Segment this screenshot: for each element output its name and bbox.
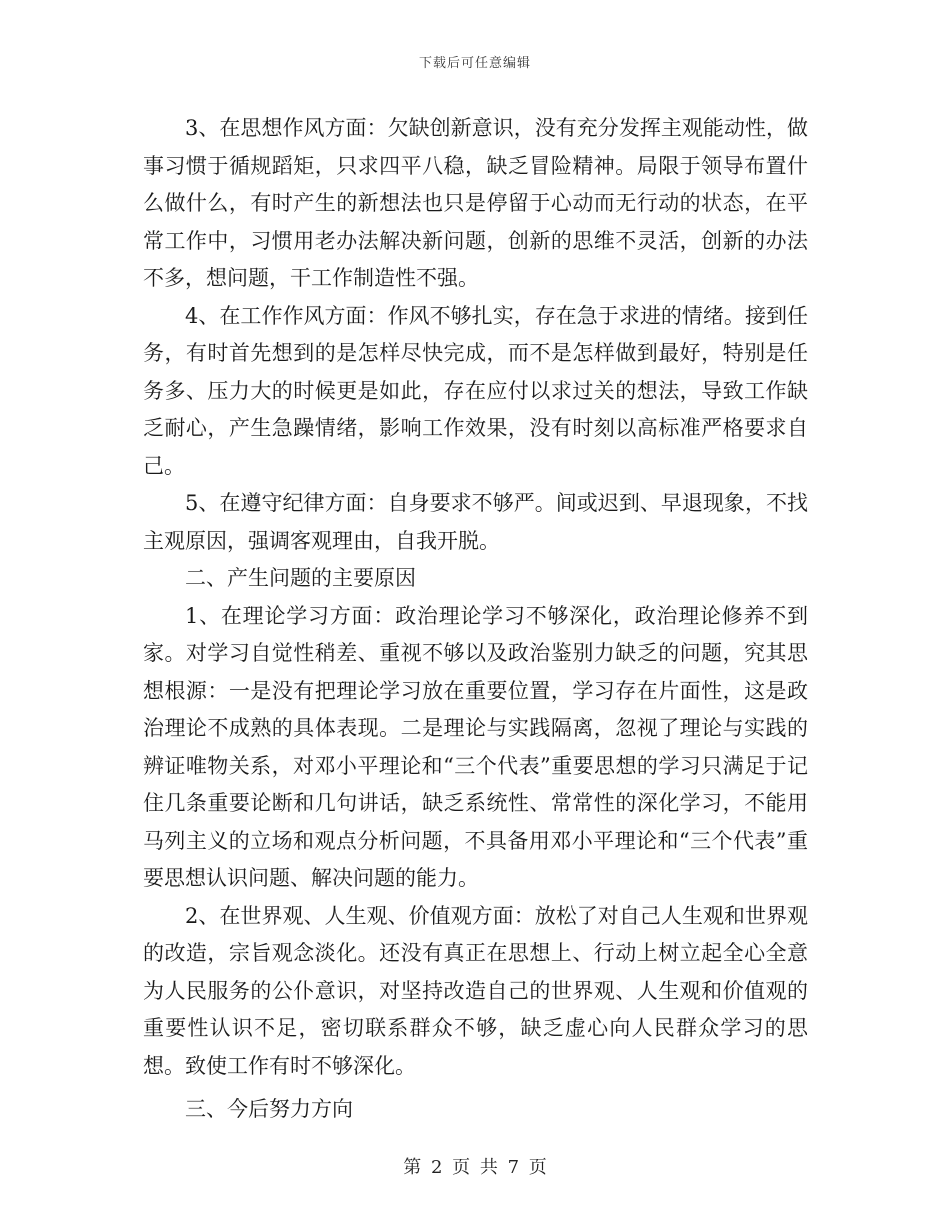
paragraph-theory-study: 1、在理论学习方面：政治理论学习不够深化，政治理论修养不到家。对学习自觉性稍差、重视不够以及政治鉴别力缺乏的问题，究其思想根源：一是没有把理论学习放在重要位置，学习存在片面性，这是政治理论不成熟的具体表现。二是理论与实践隔离，忽视了理论与实践的辨证唯物关系，对邓小平理论和“三个代表”重要思想的学习只满足于记住几条重要论断和几句讲话，缺乏系统性、常常性的深化学习，不能用马列主义的立场和观点分析问题，不具备用邓小平理论和“三个代表”重要思想认识问题、解决问题的能力。 [143,603,808,890]
paragraph-discipline: 5、在遵守纪律方面：自身要求不够严。间或迟到、早退现象，不找主观原因，强调客观理由，自我开脱。 [143,491,808,553]
paragraph-thinking-style: 3、在思想作风方面：欠缺创新意识，没有充分发挥主观能动性，做事习惯于循规蹈矩，只求四平八稳，缺乏冒险精神。局限于领导布置什么做什么，有时产生的新想法也只是停留于心动而无行动的状态，在平常工作中，习惯用老办法解决新问题，创新的思维不灵活，创新的办法不多，想问题，干工作制造性不强。 [143,116,808,290]
page-number-footer: 第 2 页 共 7 页 [403,1157,547,1178]
section-heading-future-direction: 三、今后努力方向 [185,1097,353,1121]
document-body [143,110,808,1129]
paragraph-worldview: 2、在世界观、人生观、价值观方面：放松了对自己人生观和世界观的改造，宗旨观念淡化。还没有真正在思想上、行动上树立起全心全意为人民服务的公仆意识，对坚持改造自己的世界观、人生观和价值观的重要性认识不足，密切联系群众不够，缺乏虚心向人民群众学习的思想。致使工作有时不够深化。 [143,903,808,1078]
page-header: 下载后可任意编辑 [418,56,531,71]
paragraph-work-style: 4、在工作作风方面：作风不够扎实，存在急于求进的情绪。接到任务，有时首先想到的是怎样尽快完成，而不是怎样做到最好，特别是任务多、压力大的时候更是如此，存在应付以求过关的想法，导致工作缺乏耐心，产生急躁情绪，影响工作效果，没有时刻以高标准严格要求自己。 [143,303,808,478]
section-heading-causes: 二、产生问题的主要原因 [185,566,416,590]
